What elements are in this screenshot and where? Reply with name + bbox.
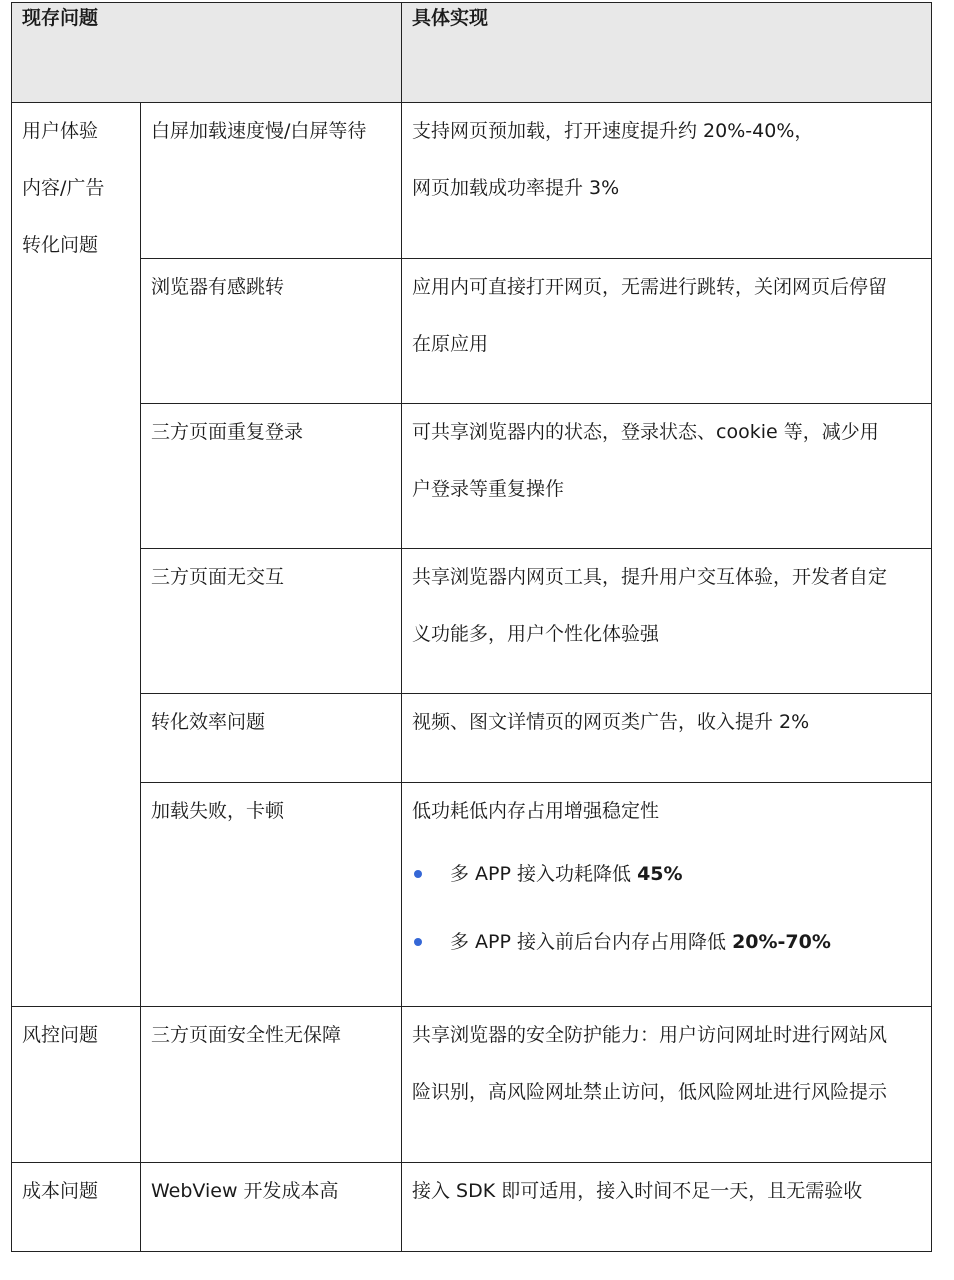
table-header-row — [12, 3, 932, 103]
header-existing-issues: 现存问题 — [12, 3, 402, 103]
table-row — [12, 1007, 932, 1163]
impl-cell: 共享浏览器的安全防护能力：用户访问网址时进行网站风 险识别，高风险网址禁止访问，低风险网址进行风险提示 — [402, 1007, 932, 1163]
list-item: 多 APP 接入功耗降低 45% — [412, 840, 921, 908]
table-row — [12, 783, 932, 1007]
impl-cell: 共享浏览器内网页工具，提升用户交互体验，开发者自定 义功能多，用户个性化体验强 — [402, 549, 932, 694]
issue-cell: 三方页面无交互 — [141, 549, 402, 694]
impl-cell: 支持网页预加载，打开速度提升约 20%-40%， 网页加载成功率提升 3% — [402, 103, 932, 259]
list-item: 多 APP 接入前后台内存占用降低 20%-70% — [412, 908, 921, 976]
issue-cell: 三方页面重复登录 — [141, 404, 402, 549]
table-row — [12, 549, 932, 694]
group-ux: 用户体验 内容/广告 转化问题 — [12, 103, 141, 1007]
comparison-table — [11, 2, 932, 1252]
table-row — [12, 694, 932, 783]
issue-cell: 浏览器有感跳转 — [141, 259, 402, 404]
bullet-dot-icon — [414, 938, 422, 946]
issue-cell: 加载失败，卡顿 — [141, 783, 402, 1007]
issue-cell: 转化效率问题 — [141, 694, 402, 783]
group-cost: 成本问题 — [12, 1163, 141, 1252]
table-row — [12, 103, 932, 259]
issue-cell: 三方页面安全性无保障 — [141, 1007, 402, 1163]
bullet-dot-icon — [414, 870, 422, 878]
group-risk: 风控问题 — [12, 1007, 141, 1163]
impl-cell: 接入 SDK 即可适用，接入时间不足一天，且无需验收 — [402, 1163, 932, 1252]
table-row — [12, 259, 932, 404]
impl-cell: 可共享浏览器内的状态，登录状态、cookie 等，减少用 户登录等重复操作 — [402, 404, 932, 549]
table-row — [12, 1163, 932, 1252]
impl-cell: 视频、图文详情页的网页类广告，收入提升 2% — [402, 694, 932, 783]
impl-cell: 低功耗低内存占用增强稳定性 多 APP 接入功耗降低 45% 多 APP 接入前后台内存占用降低 20%-70% — [402, 783, 932, 1007]
table-row — [12, 404, 932, 549]
issue-cell: WebView 开发成本高 — [141, 1163, 402, 1252]
impl-cell: 应用内可直接打开网页，无需进行跳转，关闭网页后停留 在原应用 — [402, 259, 932, 404]
header-implementation: 具体实现 — [402, 3, 932, 103]
bullet-list — [412, 840, 921, 976]
issue-cell: 白屏加载速度慢/白屏等待 — [141, 103, 402, 259]
